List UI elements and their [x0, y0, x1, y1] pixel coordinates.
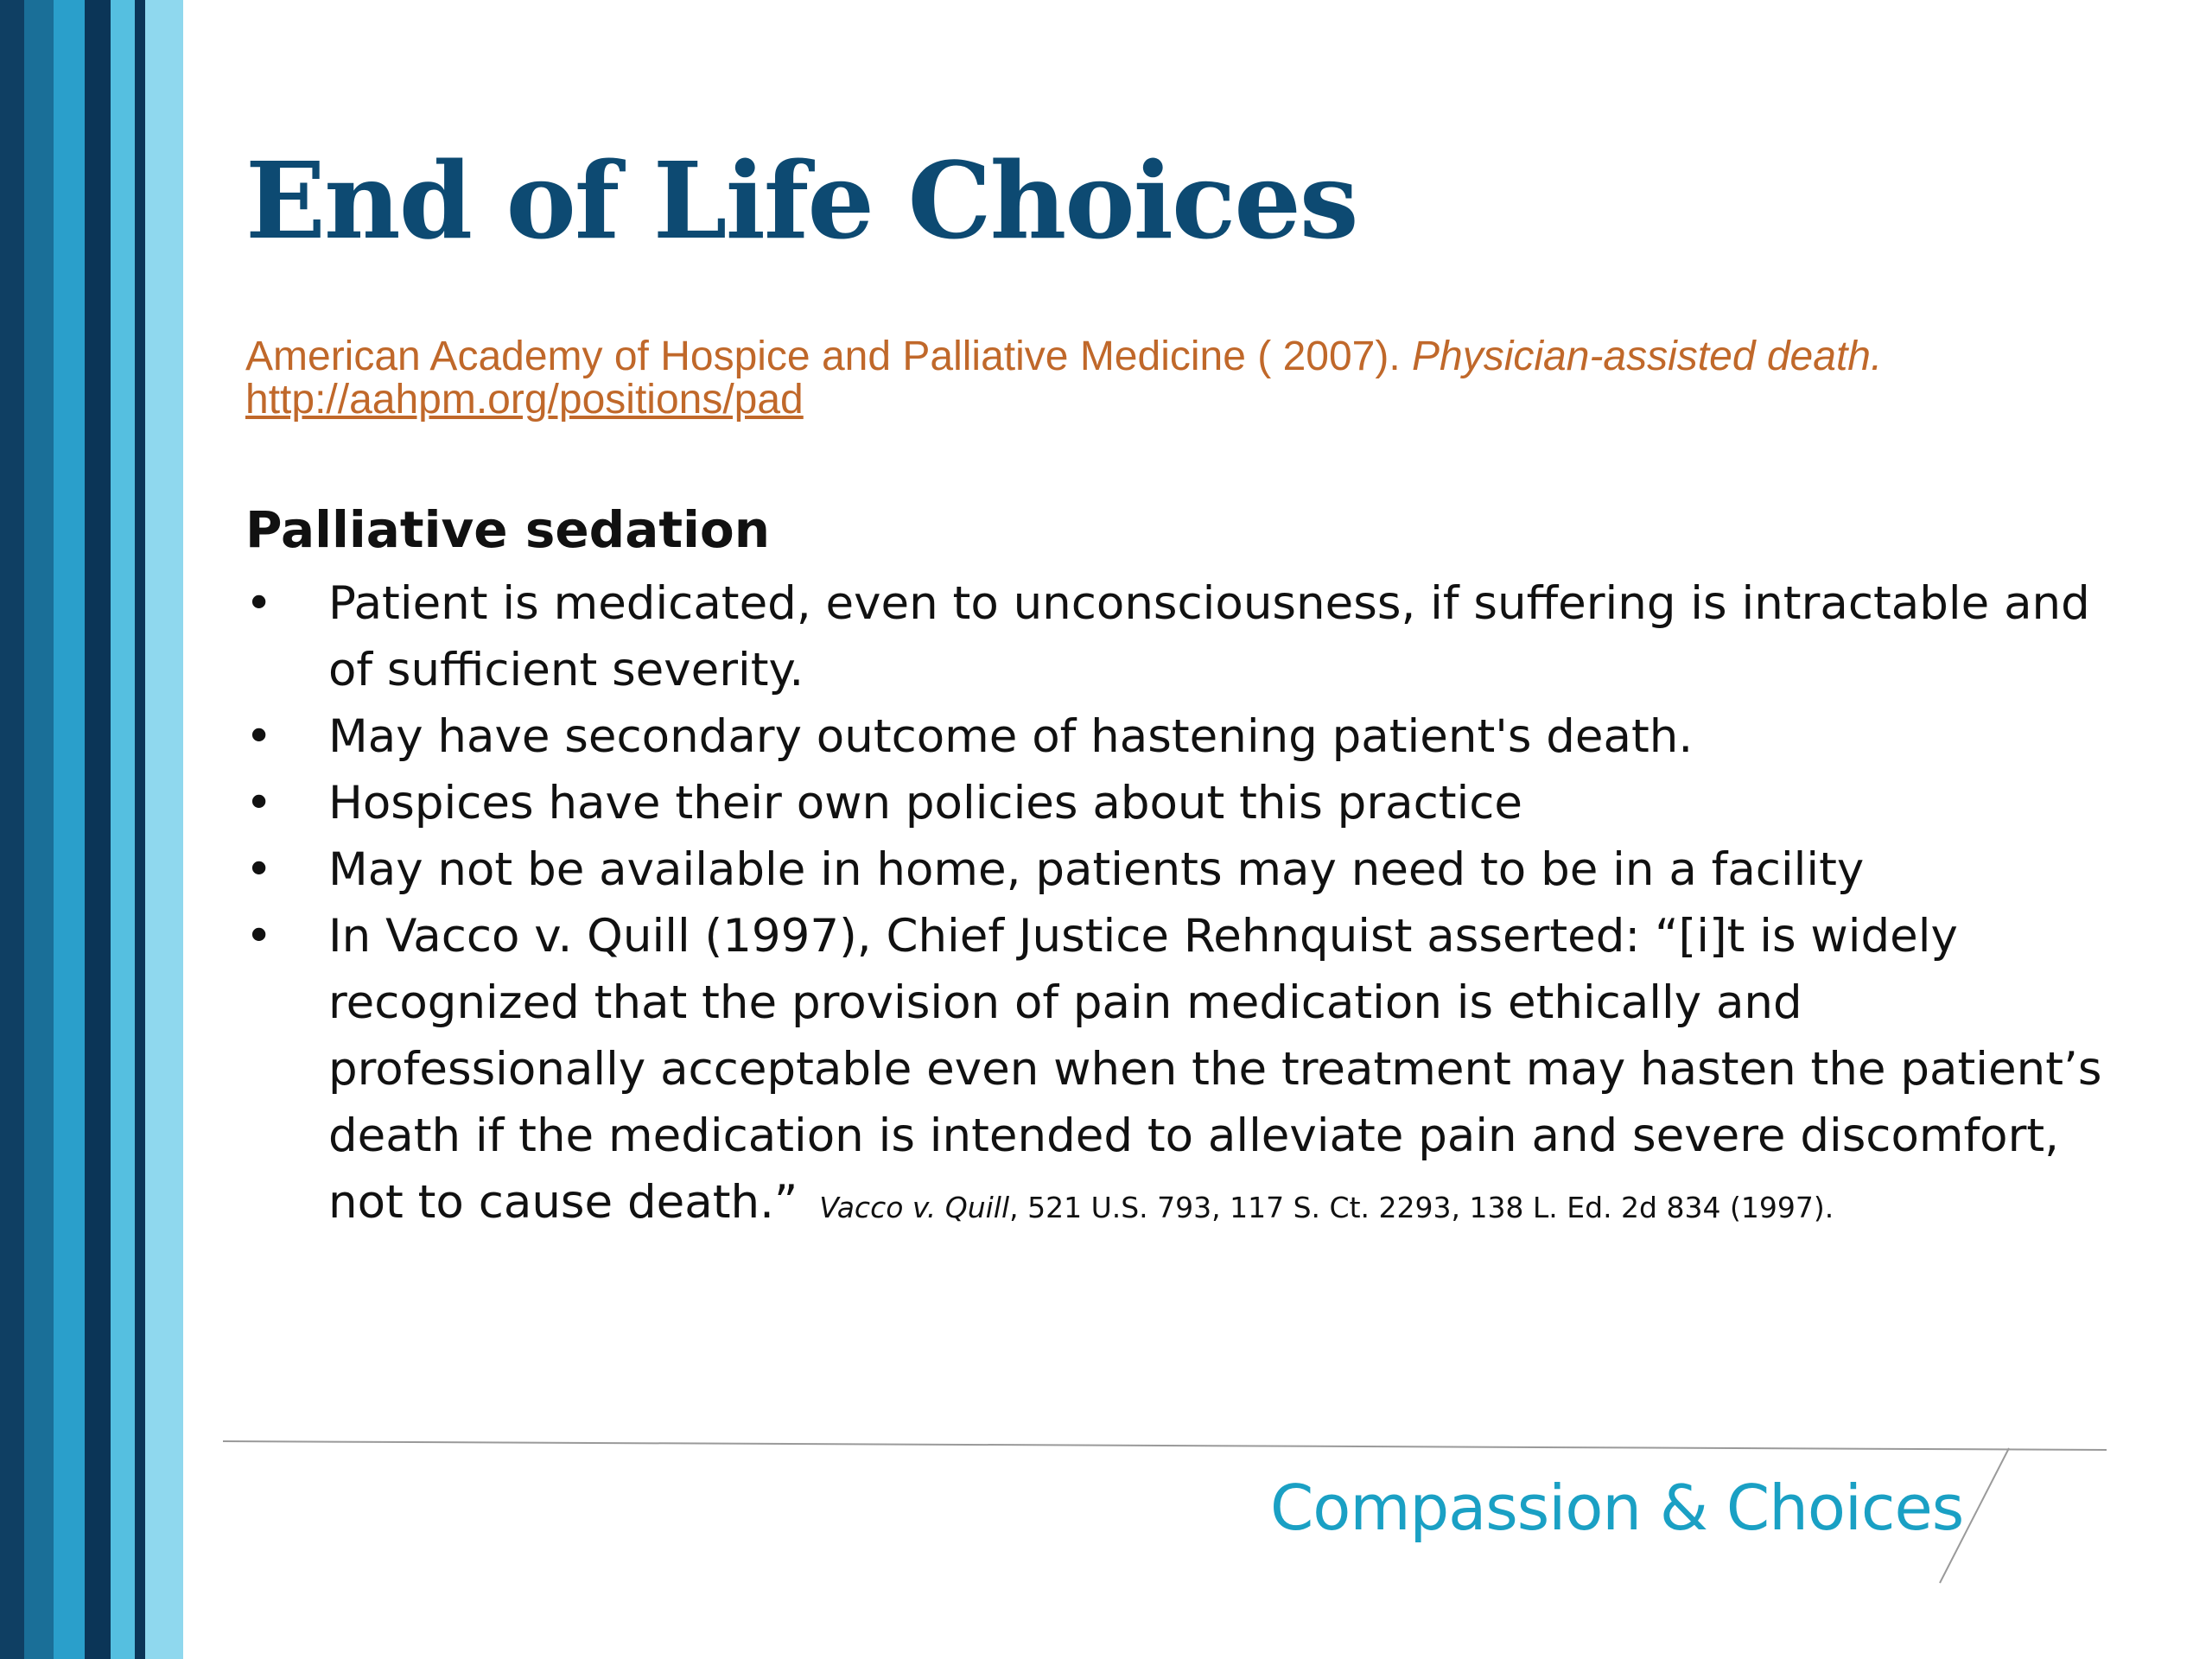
bullet-text: May have secondary outcome of hastening patient's death.	[328, 710, 1694, 763]
brand-logo: Compassion & Choices	[1270, 1471, 1964, 1544]
bullet-icon: •	[245, 577, 273, 630]
bullet-text: Patient is medicated, even to unconsciousness, if suffering is intractable and of sufficient severity.	[328, 577, 2090, 696]
bullet-icon: •	[245, 910, 273, 963]
bullet-icon: •	[245, 777, 273, 830]
case-citation-italic: Vacco v. Quill	[819, 1191, 1010, 1224]
bullet-icon: •	[245, 843, 273, 896]
case-citation-rest: , 521 U.S. 793, 117 S. Ct. 2293, 138 L. Ed. 2d 834 (1997).	[1009, 1191, 1834, 1224]
citation-text: American Academy of Hospice and Palliative Medicine ( 2007).	[245, 334, 1401, 379]
citation-italic: Physician-assisted death.	[1412, 334, 1883, 379]
footer-divider	[223, 1441, 2107, 1450]
bullet-icon: •	[245, 710, 273, 763]
page-title: End of Life Choices	[245, 138, 1357, 263]
citation-link[interactable]: http://aahpm.org/positions/pad	[245, 377, 804, 423]
bullet-text: May not be available in home, patients may need to be in a facility	[328, 843, 1865, 896]
bullet-text: In Vacco v. Quill (1997), Chief Justice Rehnquist asserted: “[i]t is widely recognized that the provision of pain medication is ethically and professionally acceptable even when the treatment may hasten the patient’s death if the medication is intended to alleviate pain and severe discomfort, not to cause death.”	[328, 910, 2102, 1229]
bullet-text: Hospices have their own policies about this practice	[328, 777, 1522, 830]
section-heading: Palliative sedation	[245, 500, 771, 559]
